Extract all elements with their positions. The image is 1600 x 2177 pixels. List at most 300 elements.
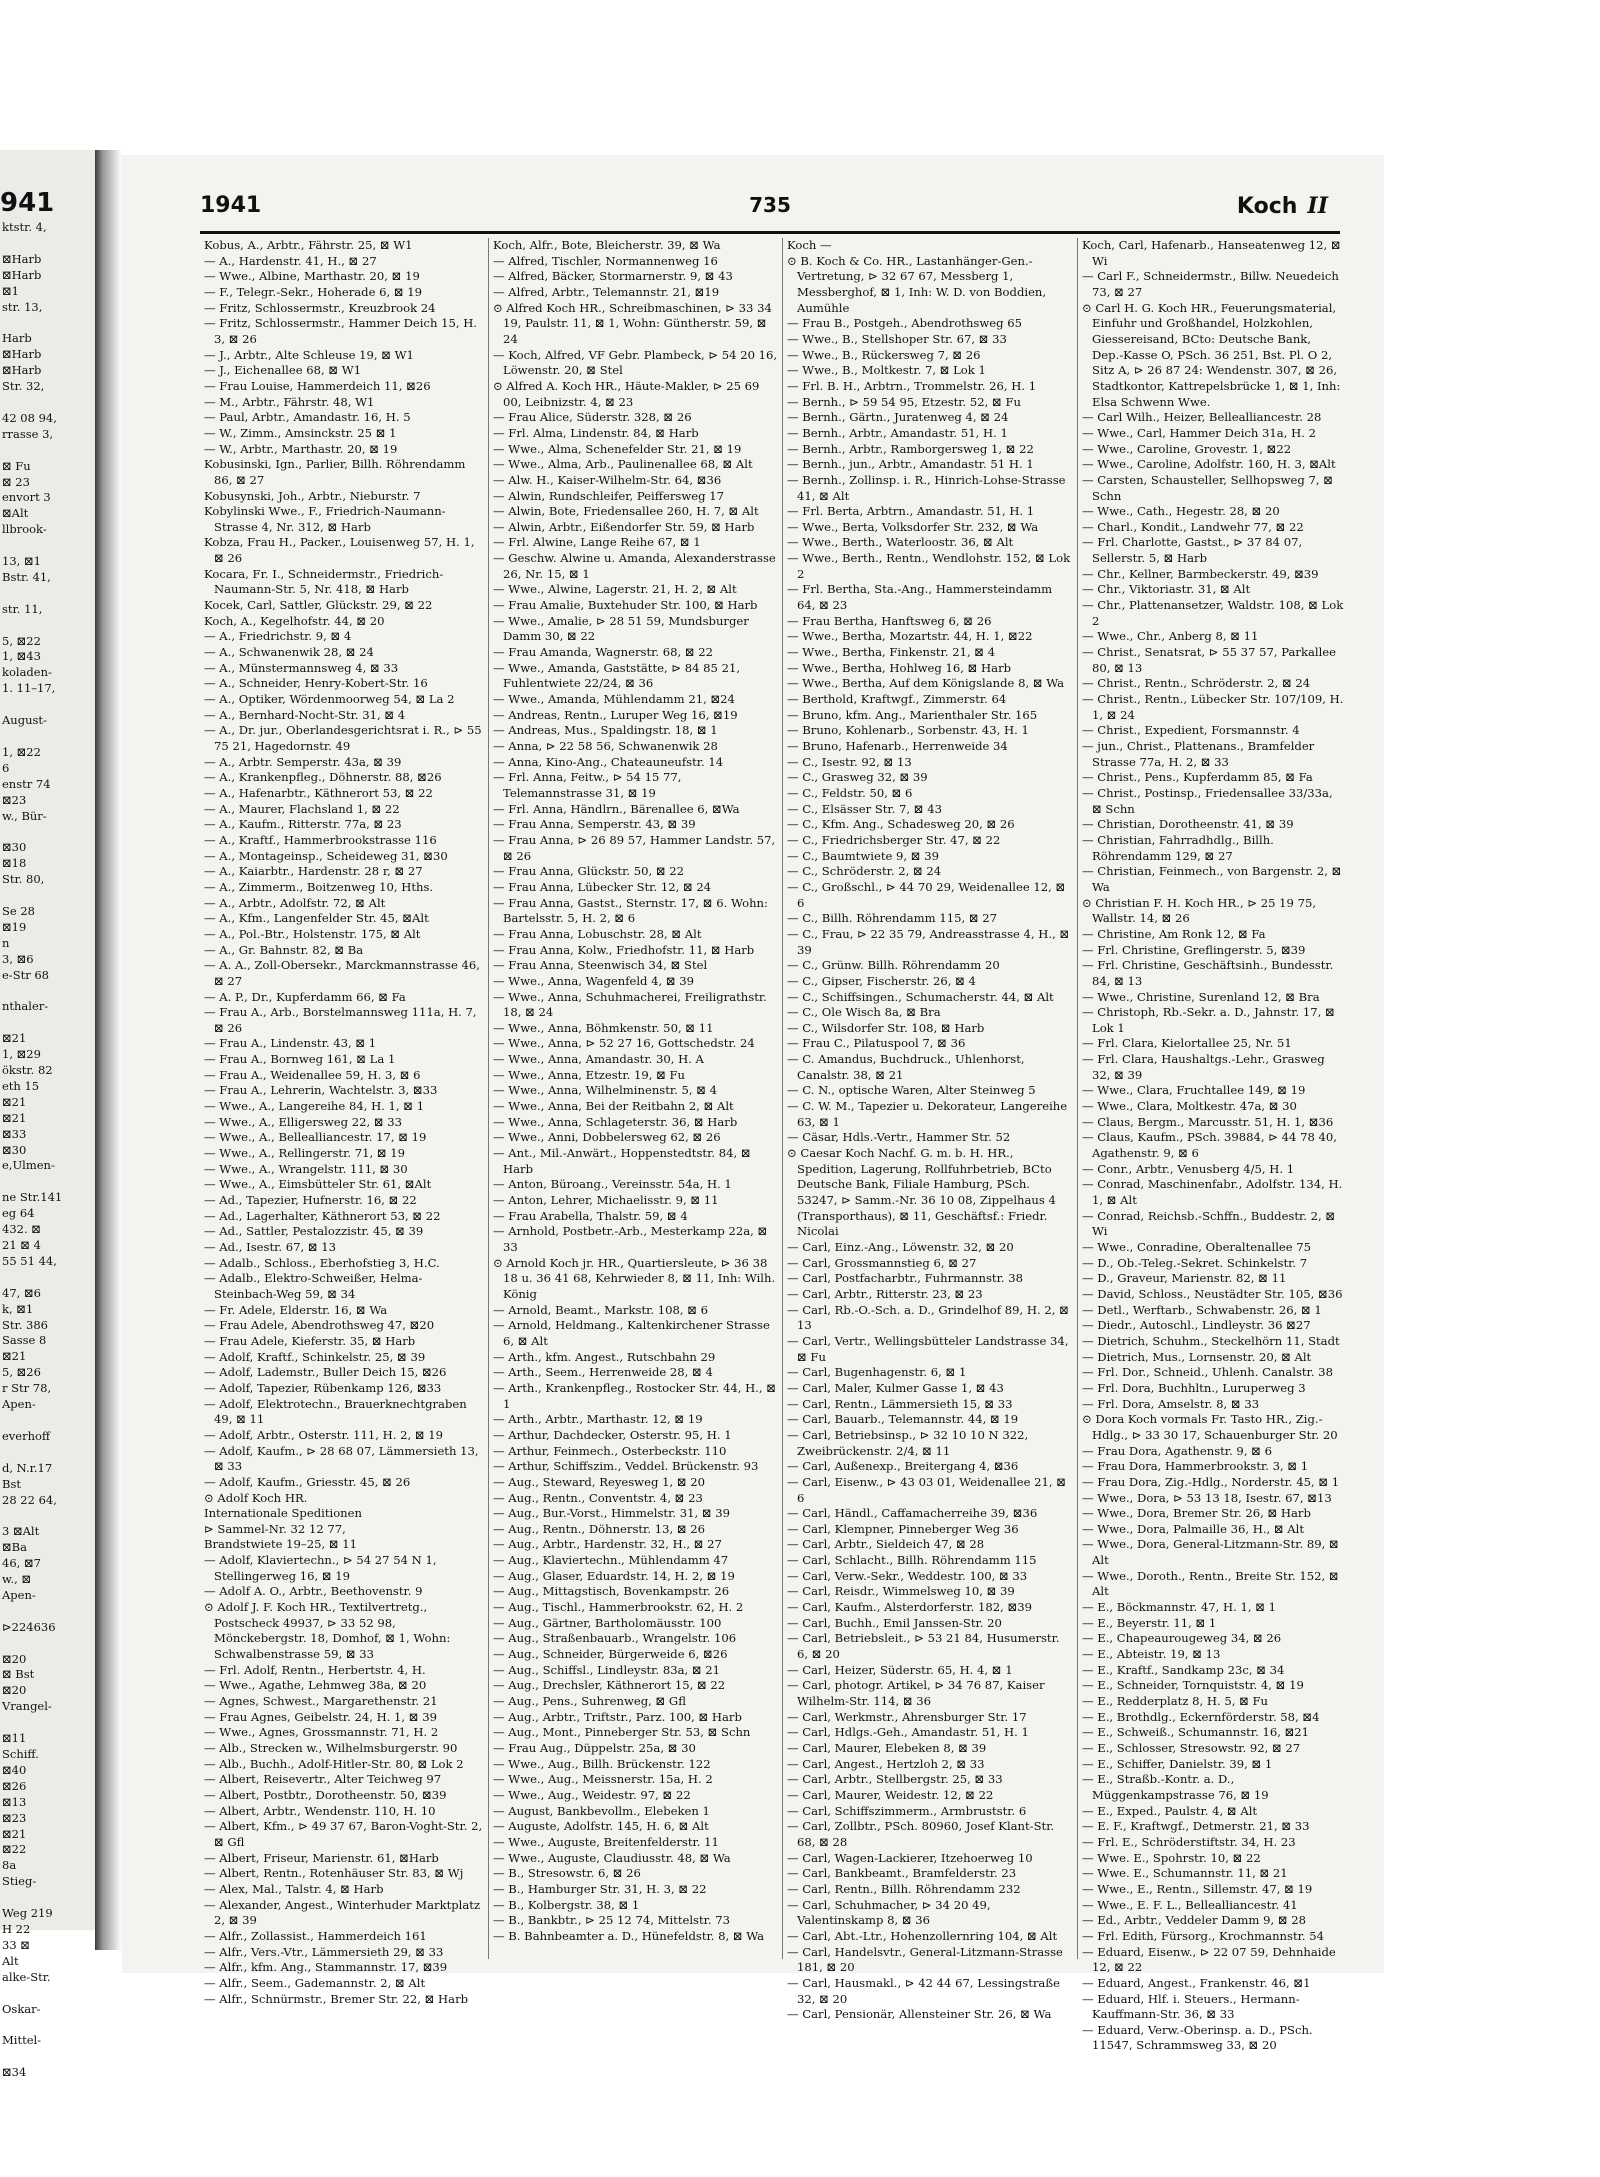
previous-page-fragment-line: ⊠23 bbox=[2, 1810, 27, 1825]
directory-entry: — C., Friedrichsberger Str. 47, ⊠ 22 bbox=[787, 832, 1001, 847]
directory-entry: — Frl. Berta, Arbtrn., Amandastr. 51, H. 1 bbox=[787, 504, 1035, 519]
directory-entry: — Wwe., Amanda, Gaststätte, ⊳ 84 85 21, Fuhlentwiete 22/24, ⊠ 36 bbox=[493, 660, 741, 691]
directory-entry: — Wwe., E. F. L., Bellealliancestr. 41 bbox=[1082, 1897, 1298, 1912]
directory-entry: — Ad., Lagerhalter, Käthnerort 53, ⊠ 22 bbox=[204, 1208, 441, 1223]
directory-entry: — Eduard, Eisenw., ⊳ 22 07 59, Dehnhaide 12, ⊠ 22 bbox=[1082, 1944, 1336, 1975]
directory-entry: — Christian, Fahrradhdlg., Billh. Röhrendamm 129, ⊠ 27 bbox=[1082, 832, 1274, 863]
directory-entry: — Fritz, Schlossermstr., Kreuzbrook 24 bbox=[204, 300, 436, 315]
previous-page-fragment-line: August- bbox=[2, 713, 47, 728]
directory-entry: — Frl. Christine, Geschäftsinh., Bundesstr. 84, ⊠ 13 bbox=[1082, 958, 1334, 988]
previous-page-fragment-line: ⊠21 bbox=[2, 1826, 27, 1841]
directory-entry: — Arnold, Heldmang., Kaltenkirchener Strasse 6, ⊠ Alt bbox=[493, 1318, 770, 1348]
directory-entry: — A., Münstermannsweg 4, ⊠ 33 bbox=[204, 660, 399, 675]
directory-entry: — Wwe., Clara, Fruchtallee 149, ⊠ 19 bbox=[1082, 1083, 1306, 1098]
directory-entry: — Frl. Alwine, Lange Reihe 67, ⊠ 1 bbox=[493, 535, 701, 550]
previous-page-fragment-line: e-Str 68 bbox=[2, 967, 49, 982]
book-gutter bbox=[95, 150, 122, 1950]
directory-entry: — Adolf, Lademstr., Buller Deich 15, ⊠26 bbox=[204, 1365, 447, 1380]
directory-entry: — Carsten, Schausteller, Sellhopsweg 7, ⊠ Schn bbox=[1082, 472, 1333, 503]
directory-entry: — Aug., Glaser, Eduardstr. 14, H. 2, ⊠ 19 bbox=[493, 1568, 735, 1583]
directory-entry: — Auguste, Adolfstr. 145, H. 6, ⊠ Alt bbox=[493, 1819, 709, 1834]
directory-columns bbox=[200, 238, 1344, 2053]
directory-entry: — A., Pol.-Btr., Holstenstr. 175, ⊠ Alt bbox=[204, 926, 421, 941]
directory-entry: — Wwe., Auguste, Breitenfelderstr. 11 bbox=[493, 1834, 719, 1849]
header-page-number: 735 bbox=[749, 193, 791, 217]
directory-entry: — Bernh., Gärtn., Juratenweg 4, ⊠ 24 bbox=[787, 410, 1009, 425]
directory-entry: — B. Bahnbeamter a. D., Hünefeldstr. 8, ⊠ Wa bbox=[493, 1928, 765, 1943]
directory-entry: — Carl, Buchh., Emil Janssen-Str. 20 bbox=[787, 1615, 1002, 1630]
directory-entry: — Bernh., Arbtr., Amandastr. 51, H. 1 bbox=[787, 425, 1008, 440]
previous-page-fragment-line: w., ⊠ bbox=[2, 1572, 32, 1587]
directory-entry: — Wwe., Dora, Palmaille 36, H., ⊠ Alt bbox=[1082, 1521, 1305, 1536]
directory-entry: Kobus, A., Arbtr., Fährstr. 25, ⊠ W1 bbox=[204, 238, 413, 252]
previous-page-number: 941 bbox=[0, 188, 55, 218]
previous-page-fragment-line bbox=[0, 888, 95, 904]
directory-entry: — Wwe., Agnes, Grossmannstr. 71, H. 2 bbox=[204, 1725, 439, 1740]
column-3 bbox=[783, 238, 1078, 2022]
previous-page-fragment-line: ⊠18 bbox=[2, 856, 27, 871]
directory-entry: — Ad., Sattler, Pestalozzistr. 45, ⊠ 39 bbox=[204, 1224, 424, 1239]
directory-entry: — Anna, ⊳ 22 58 56, Schwanenwik 28 bbox=[493, 739, 718, 753]
previous-page-fragment-line: ⊠20 bbox=[2, 1683, 27, 1698]
directory-entry: — Eduard, Verw.-Oberinsp. a. D., PSch. 11547, Schrammsweg 33, ⊠ 20 bbox=[1082, 2022, 1313, 2053]
directory-entry: — C. N., optische Waren, Alter Steinweg 5 bbox=[787, 1083, 1036, 1098]
directory-entry: — Frl. Bertha, Sta.-Ang., Hammersteindamm 64, ⊠ 23 bbox=[787, 582, 1053, 613]
directory-entry: — Wwe., Aug., Weidestr. 97, ⊠ 22 bbox=[493, 1787, 691, 1802]
previous-page-fragment-line: 432. ⊠ bbox=[2, 1222, 41, 1237]
directory-page bbox=[122, 155, 1384, 2053]
directory-entry: — Wwe., Anna, Wagenfeld 4, ⊠ 39 bbox=[493, 973, 695, 988]
directory-entry: — A., Kaufm., Ritterstr. 77a, ⊠ 23 bbox=[204, 817, 402, 832]
previous-page-fragment-line bbox=[0, 697, 95, 713]
previous-page-fragment-line: nthaler- bbox=[2, 999, 49, 1014]
directory-entry: — Wwe., B., Rückersweg 7, ⊠ 26 bbox=[787, 347, 981, 362]
directory-entry: — Carl, Handelsvtr., General-Litzmann-Strasse 181, ⊠ 20 bbox=[787, 1944, 1063, 1975]
previous-page-fragment-line: ⊠33 bbox=[2, 1126, 27, 1141]
previous-page-fragment-line: 42 08 94, bbox=[2, 410, 57, 425]
previous-page-fragment-line: str. 11, bbox=[2, 601, 43, 616]
previous-page-fragment-line bbox=[0, 1270, 95, 1286]
directory-entry: — Albert, Rentn., Rotenhäuser Str. 83, ⊠ Wj bbox=[204, 1866, 464, 1881]
directory-entry: — A., Hardenstr. 41, H., ⊠ 27 bbox=[204, 253, 377, 268]
directory-entry: — Wwe., Anna, Böhmkenstr. 50, ⊠ 11 bbox=[493, 1020, 714, 1035]
directory-entry: — C., Gipser, Fischerstr. 26, ⊠ 4 bbox=[787, 973, 976, 988]
previous-page-fragment-line: 28 22 64, bbox=[2, 1492, 57, 1507]
directory-entry: — Frl. Christine, Greflingerstr. 5, ⊠39 bbox=[1082, 942, 1306, 957]
directory-entry: — Anna, Kino-Ang., Chateauneufstr. 14 bbox=[493, 754, 724, 769]
directory-entry: — E., Schlosser, Stresowstr. 92, ⊠ 27 bbox=[1082, 1741, 1301, 1755]
directory-entry: — Carl, Klempner, Pinneberger Weg 36 bbox=[787, 1521, 1019, 1536]
previous-page-fragment-line: Stieg- bbox=[2, 1874, 37, 1889]
directory-entry: — Frl. Adolf, Rentn., Herbertstr. 4, H. bbox=[204, 1662, 426, 1677]
previous-page-fragment-line: Apen- bbox=[2, 1587, 36, 1602]
directory-entry: — Ad., Isestr. 67, ⊠ 13 bbox=[204, 1240, 337, 1254]
directory-entry: — Andreas, Rentn., Luruper Weg 16, ⊠19 bbox=[493, 707, 738, 722]
directory-entry: — Frau Dora, Zig.-Hdlg., Norderstr. 45, ⊠ 1 bbox=[1082, 1474, 1340, 1489]
directory-entry: — Cäsar, Hdls.-Vertr., Hammer Str. 52 bbox=[787, 1130, 1011, 1145]
directory-entry: — E., Schweiß., Schumannstr. 16, ⊠21 bbox=[1082, 1725, 1310, 1740]
directory-entry: — Aug., Straßenbauarb., Wrangelstr. 106 bbox=[493, 1631, 737, 1646]
previous-page-fragment-line bbox=[0, 586, 95, 602]
previous-page-fragment-line: ⊠30 bbox=[2, 1142, 27, 1157]
directory-entry: — Claus, Bergm., Marcusstr. 51, H. 1, ⊠36 bbox=[1082, 1114, 1334, 1129]
directory-entry: — Eduard, Hlf. i. Steuers., Hermann-Kauffmann-Str. 36, ⊠ 33 bbox=[1082, 1991, 1300, 2022]
previous-page-fragment-line: ktstr. 4, bbox=[2, 220, 47, 234]
directory-entry: — Carl, Rentn., Billh. Röhrendamm 232 bbox=[787, 1881, 1021, 1896]
previous-page-fragment-line: Str. 80, bbox=[2, 872, 45, 887]
directory-entry: Brandstwiete 19–25, ⊠ 11 bbox=[204, 1537, 357, 1552]
directory-entry: — Frau A., Lehrerin, Wachtelstr. 3, ⊠33 bbox=[204, 1083, 438, 1098]
directory-entry: — Carl, Kaufm., Alsterdorferstr. 182, ⊠39 bbox=[787, 1600, 1033, 1615]
directory-entry: — Carl, Hausmakl., ⊳ 42 44 67, Lessingstraße 32, ⊠ 20 bbox=[787, 1975, 1060, 2006]
directory-entry: — jun., Christ., Plattenans., Bramfelder Strasse 77a, H. 2, ⊠ 33 bbox=[1082, 739, 1315, 769]
directory-entry: — Alw. H., Kaiser-Wilhelm-Str. 64, ⊠36 bbox=[493, 472, 722, 487]
directory-entry: — Frau Dora, Agathenstr. 9, ⊠ 6 bbox=[1082, 1443, 1272, 1458]
directory-entry: — Wwe., A., Elligersweg 22, ⊠ 33 bbox=[204, 1114, 402, 1129]
previous-page-fragment-line: ⊠22 bbox=[2, 1842, 27, 1857]
directory-entry: Koch, Carl, Hafenarb., Hanseatenweg 12, ⊠ Wi bbox=[1082, 238, 1341, 268]
directory-entry: — A., Krankenpfleg., Döhnerstr. 88, ⊠26 bbox=[204, 770, 442, 785]
directory-entry: — Wwe., Dora, General-Litzmann-Str. 89, ⊠ Alt bbox=[1082, 1537, 1339, 1568]
previous-page-fragment-line: ökstr. 82 bbox=[2, 1063, 53, 1078]
previous-page-fragment-line: Harb bbox=[2, 331, 32, 346]
directory-entry: — Wwe., Cath., Hegestr. 28, ⊠ 20 bbox=[1082, 504, 1280, 519]
directory-entry: — Frl. Charlotte, Gastst., ⊳ 37 84 07, Sellerstr. 5, ⊠ Harb bbox=[1082, 535, 1303, 566]
directory-entry: — Aug., Mont., Pinneberger Str. 53, ⊠ Schn bbox=[493, 1725, 751, 1740]
directory-entry: — D., Ob.-Teleg.-Sekret. Schinkelstr. 7 bbox=[1082, 1255, 1308, 1270]
previous-page-fragment-line: e,Ulmen- bbox=[2, 1158, 55, 1173]
directory-entry: — C., Feldstr. 50, ⊠ 6 bbox=[787, 785, 913, 800]
directory-entry: — Aug., Rentn., Conventstr. 4, ⊠ 23 bbox=[493, 1490, 703, 1505]
directory-entry: — A., Friedrichstr. 9, ⊠ 4 bbox=[204, 629, 352, 644]
directory-entry: Koch, Alfr., Bote, Bleicherstr. 39, ⊠ Wa bbox=[493, 238, 721, 252]
previous-page-fragment-line bbox=[0, 236, 95, 252]
previous-page-fragment-line: Apen- bbox=[2, 1397, 36, 1412]
directory-entry: — Wwe., Anna, Bei der Reitbahn 2, ⊠ Alt bbox=[493, 1099, 734, 1114]
previous-page-fragment-line: ⊠19 bbox=[2, 919, 27, 934]
directory-entry: — Wwe., Caroline, Adolfstr. 160, H. 3, ⊠Alt bbox=[1082, 457, 1336, 472]
directory-entry: — E., Beyerstr. 11, ⊠ 1 bbox=[1082, 1615, 1217, 1630]
previous-page-fragment-line bbox=[0, 1604, 95, 1620]
directory-entry: — B., Hamburger Str. 31, H. 3, ⊠ 22 bbox=[493, 1881, 707, 1896]
directory-entry: ⊳ Sammel-Nr. 32 12 77, bbox=[204, 1521, 346, 1536]
directory-entry: — Alfr., Schnürmstr., Bremer Str. 22, ⊠ Harb bbox=[204, 1991, 469, 2006]
previous-page-fragment-line: everhoff bbox=[2, 1428, 51, 1443]
directory-entry: — C. Amandus, Buchdruck., Uhlenhorst, Canalstr. 38, ⊠ 21 bbox=[787, 1052, 1025, 1082]
previous-page-fragment-line: rrasse 3, bbox=[2, 426, 54, 441]
directory-entry: — A., Bernhard-Nocht-Str. 31, ⊠ 4 bbox=[204, 707, 406, 722]
directory-entry: — Carl, Reisdr., Wimmelsweg 10, ⊠ 39 bbox=[787, 1584, 1015, 1599]
previous-page-fragment-line bbox=[0, 984, 95, 1000]
directory-entry: — Wwe., B., Stellshoper Str. 67, ⊠ 33 bbox=[787, 331, 1007, 346]
previous-page-fragment-line: ⊠21 bbox=[2, 1349, 27, 1364]
previous-page-fragment-line bbox=[0, 1890, 95, 1906]
directory-entry: — C., Frau, ⊳ 22 35 79, Andreasstrasse 4, H., ⊠ 39 bbox=[787, 926, 1070, 957]
directory-entry: — A., Maurer, Flachsland 1, ⊠ 22 bbox=[204, 801, 400, 816]
directory-entry: — Wwe., Anna, Schlageterstr. 36, ⊠ Harb bbox=[493, 1114, 738, 1129]
directory-entry: — Alwin, Rundschleifer, Peiffersweg 17 bbox=[493, 488, 724, 503]
directory-entry: — Frau A., Bornweg 161, ⊠ La 1 bbox=[204, 1052, 396, 1067]
directory-entry: — Alb., Strecken w., Wilhelmsburgerstr. 90 bbox=[204, 1741, 458, 1755]
directory-entry: — Christ., Expedient, Forsmannstr. 4 bbox=[1082, 723, 1300, 738]
previous-page-fragment-line: ⊠ 23 bbox=[2, 474, 30, 489]
directory-entry: — Adolf A. O., Arbtr., Beethovenstr. 9 bbox=[204, 1584, 423, 1599]
previous-page-fragment-line: 1, ⊠29 bbox=[2, 1047, 41, 1062]
directory-entry: — Wwe., Bertha, Mozartstr. 44, H. 1, ⊠22 bbox=[787, 629, 1033, 644]
previous-page-fragment-line bbox=[0, 538, 95, 554]
firm-listing-entry: ⊙ Alfred A. Koch HR., Häute-Makler, ⊳ 25 69 00, Leibnizstr. 4, ⊠ 23 bbox=[493, 378, 760, 409]
directory-entry: — E., Böckmannstr. 47, H. 1, ⊠ 1 bbox=[1082, 1600, 1277, 1615]
directory-entry: — Christoph, Rb.-Sekr. a. D., Jahnstr. 17, ⊠ Lok 1 bbox=[1082, 1005, 1335, 1035]
directory-entry: — Paul, Arbtr., Amandastr. 16, H. 5 bbox=[204, 410, 411, 425]
previous-page-fragment-line: ⊠13 bbox=[2, 1794, 27, 1809]
previous-page-fragment-line: koladen- bbox=[2, 665, 52, 680]
directory-entry: — Koch, Alfred, VF Gebr. Plambeck, ⊳ 54 20 16, Löwenstr. 20, ⊠ Stel bbox=[493, 347, 778, 378]
previous-page-fragment-line: str. 13, bbox=[2, 299, 43, 314]
previous-page-fragment-line: r Str 78, bbox=[2, 1381, 52, 1396]
directory-entry: — C., Grünw. Billh. Röhrendamm 20 bbox=[787, 958, 1000, 973]
directory-entry: — Christ., Rentn., Schröderstr. 2, ⊠ 24 bbox=[1082, 676, 1311, 691]
directory-entry: — Aug., Arbtr., Triftstr., Parz. 100, ⊠ Harb bbox=[493, 1709, 742, 1724]
directory-entry: — Carl, Verw.-Sekr., Weddestr. 100, ⊠ 33 bbox=[787, 1568, 1028, 1583]
directory-entry: — Christ., Rentn., Lübecker Str. 107/109, H. 1, ⊠ 24 bbox=[1082, 692, 1344, 722]
directory-entry: — Carl, photogr. Artikel, ⊳ 34 76 87, Kaiser Wilhelm-Str. 114, ⊠ 36 bbox=[787, 1678, 1045, 1709]
previous-page-fragment-line: enstr 74 bbox=[2, 776, 51, 791]
directory-entry: — Frau Adele, Kieferstr. 35, ⊠ Harb bbox=[204, 1333, 416, 1348]
directory-entry: — C., Schiffsingen., Schumacherstr. 44, ⊠ Alt bbox=[787, 989, 1054, 1004]
directory-entry: — Wwe., Anna, Amandastr. 30, H. A bbox=[493, 1052, 704, 1067]
directory-entry: — Aug., Schiffsl., Lindleystr. 83a, ⊠ 21 bbox=[493, 1662, 721, 1677]
directory-entry: — M., Arbtr., Fährstr. 48, W1 bbox=[204, 394, 375, 409]
directory-entry: — Wwe., Aug., Meissnerstr. 15a, H. 2 bbox=[493, 1772, 713, 1787]
directory-entry: — Christ., Senatsrat, ⊳ 55 37 57, Parkallee 80, ⊠ 13 bbox=[1082, 645, 1337, 675]
directory-entry: — Wwe., Albine, Marthastr. 20, ⊠ 19 bbox=[204, 269, 420, 284]
directory-entry: — Wwe., Amalie, ⊳ 28 51 59, Mundsburger Damm 30, ⊠ 22 bbox=[493, 613, 749, 644]
directory-entry: Kocek, Carl, Sattler, Glückstr. 29, ⊠ 22 bbox=[204, 598, 433, 613]
directory-entry: — Frau C., Pilatuspool 7, ⊠ 36 bbox=[787, 1036, 966, 1051]
previous-page-fragment-line: ⊠Harb bbox=[2, 267, 42, 282]
directory-entry: — August, Bankbevollm., Elebeken 1 bbox=[493, 1803, 710, 1818]
firm-listing-entry: ⊙ Dora Koch vormals Fr. Tasto HR., Zig.-Hdlg., ⊳ 33 30 17, Schauenburger Str. 20 bbox=[1082, 1412, 1338, 1442]
directory-entry: — Wwe. E., Schumannstr. 11, ⊠ 21 bbox=[1082, 1866, 1288, 1881]
directory-entry: — Frau Anna, Kolw., Friedhofstr. 11, ⊠ Harb bbox=[493, 942, 755, 957]
directory-entry: — J., Arbtr., Alte Schleuse 19, ⊠ W1 bbox=[204, 347, 414, 362]
previous-page-fragment-line: Oskar- bbox=[2, 2001, 41, 2016]
directory-entry: — B., Stresowstr. 6, ⊠ 26 bbox=[493, 1866, 641, 1881]
previous-page-fragment-line: ⊠26 bbox=[2, 1778, 27, 1793]
directory-entry: — Wwe., Berta, Volksdorfer Str. 232, ⊠ Wa bbox=[787, 519, 1039, 534]
directory-entry: — Arthur, Dachdecker, Osterstr. 95, H. 1 bbox=[493, 1427, 732, 1442]
directory-entry: — A., Zimmerm., Boitzenweg 10, Hths. bbox=[204, 879, 434, 894]
directory-entry: — E. F., Kraftwgf., Detmerstr. 21, ⊠ 33 bbox=[1082, 1819, 1310, 1834]
directory-entry: — Andreas, Mus., Spaldingstr. 18, ⊠ 1 bbox=[493, 723, 718, 738]
previous-page-fragment-line bbox=[0, 315, 95, 331]
running-head-name: Koch bbox=[1236, 194, 1298, 219]
directory-entry: — Carl, Schiffszimmerm., Armbruststr. 6 bbox=[787, 1803, 1027, 1818]
directory-entry: — Frau Aug., Düppelstr. 25a, ⊠ 30 bbox=[493, 1741, 696, 1755]
directory-entry: — Wwe., B., Moltkestr. 7, ⊠ Lok 1 bbox=[787, 363, 986, 378]
column-2 bbox=[489, 238, 783, 1959]
directory-entry: — Carl, Heizer, Süderstr. 65, H. 4, ⊠ 1 bbox=[787, 1662, 1013, 1677]
directory-entry: — Dietrich, Schuhm., Steckelhörn 11, Stadt bbox=[1082, 1333, 1340, 1348]
previous-page-fragment-line: ⊠ Fu bbox=[2, 458, 31, 473]
previous-page-fragment-line: envort 3 bbox=[2, 490, 51, 505]
directory-entry: — Bernh., Arbtr., Ramborgersweg 1, ⊠ 22 bbox=[787, 441, 1034, 456]
directory-entry: — Christ., Pens., Kupferdamm 85, ⊠ Fa bbox=[1082, 770, 1313, 785]
directory-entry: — W., Arbtr., Marthastr. 20, ⊠ 19 bbox=[204, 441, 398, 456]
directory-entry: — Carl, Pensionär, Allensteiner Str. 26, ⊠ Wa bbox=[787, 2007, 1052, 2022]
directory-entry: — Carl, Eisenw., ⊳ 43 03 01, Weidenallee 21, ⊠ 6 bbox=[787, 1474, 1066, 1505]
previous-page-fragment-line: 33 ⊠ bbox=[2, 1937, 30, 1952]
previous-page-fragment-line bbox=[0, 1174, 95, 1190]
previous-page-fragment-line: k, ⊠1 bbox=[2, 1301, 34, 1316]
firm-listing-entry: ⊙ Caesar Koch Nachf. G. m. b. H. HR., Spedition, Lagerung, Rollfuhrbetrieb, BCto Deutsche Bank, Filiale Hamburg, PSch. 53247, ⊳ Samm.-Nr. 36 10 08, Zippelhaus 4 (Transporthaus), ⊠ 11, Geschäftsf.: Friedr. Nicolai bbox=[787, 1146, 1056, 1239]
directory-entry: — Charl., Kondit., Landwehr 77, ⊠ 22 bbox=[1082, 519, 1304, 534]
directory-entry: — Adolf, Arbtr., Osterstr. 111, H. 2, ⊠ 19 bbox=[204, 1427, 443, 1442]
directory-entry: — Wwe., Dora, Bremer Str. 26, ⊠ Harb bbox=[1082, 1506, 1311, 1521]
previous-page-fragment-line bbox=[0, 1015, 95, 1031]
previous-page-fragment-line: ⊠11 bbox=[2, 1731, 27, 1746]
previous-page-fragment-line: 21 ⊠ 4 bbox=[2, 1238, 41, 1252]
firm-listing-entry: ⊙ Adolf Koch HR. bbox=[204, 1490, 308, 1505]
previous-page-fragment-line bbox=[0, 729, 95, 745]
previous-page-fragment-line: n bbox=[2, 935, 10, 950]
directory-entry: — Aug., Schneider, Bürgerweide 6, ⊠26 bbox=[493, 1647, 728, 1662]
column-4 bbox=[1078, 238, 1348, 2053]
directory-entry: — Carl, Maler, Kulmer Gasse 1, ⊠ 43 bbox=[787, 1380, 1004, 1395]
directory-entry: — Adolf, Elektrotechn., Brauerknechtgraben 49, ⊠ 11 bbox=[204, 1396, 467, 1427]
directory-entry: — A., Schwanenwik 28, ⊠ 24 bbox=[204, 645, 374, 660]
directory-entry: — C., Baumtwiete 9, ⊠ 39 bbox=[787, 848, 939, 863]
directory-entry: — Wwe., Berth., Waterloostr. 36, ⊠ Alt bbox=[787, 535, 1014, 550]
directory-entry: — E., Schiffer, Danielstr. 39, ⊠ 1 bbox=[1082, 1756, 1273, 1771]
previous-page-fragment-line: 55 51 44, bbox=[2, 1253, 57, 1268]
previous-page-fragment-line: d, N.r.17 bbox=[2, 1460, 53, 1475]
directory-entry: — Frau Anna, Lobuschstr. 28, ⊠ Alt bbox=[493, 926, 702, 941]
directory-entry: — Alfred, Arbtr., Telemannstr. 21, ⊠19 bbox=[493, 284, 720, 299]
directory-entry: — Carl, Außenexp., Breitergang 4, ⊠36 bbox=[787, 1459, 1019, 1474]
directory-entry: — Conrad, Reichsb.-Schffn., Buddestr. 2, ⊠ Wi bbox=[1082, 1208, 1336, 1239]
directory-entry: — Diedr., Autoschl., Lindleystr. 36 ⊠27 bbox=[1082, 1318, 1311, 1333]
directory-entry: — Chr., Kellner, Barmbeckerstr. 49, ⊠39 bbox=[1082, 566, 1319, 581]
previous-page-fragment-line: Str. 32, bbox=[2, 379, 45, 394]
directory-entry: — E., Brothdlg., Eckernförderstr. 58, ⊠4 bbox=[1082, 1709, 1320, 1724]
directory-entry: — Adolf, Klaviertechn., ⊳ 54 27 54 N 1, Stellingerweg 16, ⊠ 19 bbox=[204, 1553, 437, 1583]
previous-page-fragment-line: Se 28 bbox=[2, 903, 35, 918]
directory-entry: — Aug., Pens., Suhrenweg, ⊠ Gfl bbox=[493, 1694, 686, 1709]
directory-entry: — Wwe. E., Spohrstr. 10, ⊠ 22 bbox=[1082, 1850, 1261, 1865]
previous-page-fragment-line: ⊳224636 bbox=[2, 1619, 56, 1634]
previous-page-fragment bbox=[0, 150, 97, 2080]
directory-entry: — Alfr., Seem., Gademannstr. 2, ⊠ Alt bbox=[204, 1975, 426, 1990]
previous-page-fragment-line: Bstr. 41, bbox=[2, 569, 51, 584]
directory-entry: — Wwe., Dora, ⊳ 53 13 18, Isestr. 67, ⊠13 bbox=[1082, 1490, 1332, 1505]
previous-page-fragment-line: ⊠Harb bbox=[2, 347, 42, 362]
previous-page-fragment-line: ⊠20 bbox=[2, 1651, 27, 1666]
directory-entry: Koch, A., Kegelhofstr. 44, ⊠ 20 bbox=[204, 613, 385, 628]
directory-entry: — Wwe., Anni, Dobbelersweg 62, ⊠ 26 bbox=[493, 1130, 721, 1145]
directory-entry: — Frl. Dor., Schneid., Uhlenh. Canalstr. 38 bbox=[1082, 1365, 1333, 1380]
previous-page-fragment-line: Alt bbox=[2, 1953, 19, 1968]
directory-entry: — Wwe., Caroline, Grovestr. 1, ⊠22 bbox=[1082, 441, 1292, 456]
directory-entry: — Frau Amalie, Buxtehuder Str. 100, ⊠ Harb bbox=[493, 598, 758, 613]
previous-page-fragment-line bbox=[0, 1986, 95, 2002]
directory-entry: — Alb., Buchh., Adolf-Hitler-Str. 80, ⊠ Lok 2 bbox=[204, 1756, 464, 1771]
directory-entry: — Carl, Arbtr., Ritterstr. 23, ⊠ 23 bbox=[787, 1286, 983, 1301]
directory-entry: — Carl, Hdlgs.-Geh., Amandastr. 51, H. 1 bbox=[787, 1725, 1029, 1740]
directory-entry: — Arnold, Beamt., Markstr. 108, ⊠ 6 bbox=[493, 1302, 709, 1317]
column-1 bbox=[200, 238, 489, 2006]
directory-entry: — Anton, Büroang., Vereinsstr. 54a, H. 1 bbox=[493, 1177, 732, 1192]
firm-listing-entry: ⊙ Carl H. G. Koch HR., Feuerungsmaterial, Einfuhr und Großhandel, Holzkohlen, Giessereisand, BCto: Deutsche Bank, Dep.-Kasse O, PSch. 36 251, Bst. Pl. O 2, Sitz A, ⊳ 26 87 24: Wendenstr. 307, ⊠ 26, Stadtkontor, Kattrepelsbrücke 1, ⊠ 1, Inh: Elsa Schwenn Wwe. bbox=[1082, 300, 1341, 409]
directory-entry: — C. W. M., Tapezier u. Dekorateur, Langereihe 63, ⊠ 1 bbox=[787, 1099, 1068, 1129]
directory-entry: — Frau Anna, Semperstr. 43, ⊠ 39 bbox=[493, 817, 696, 832]
directory-entry: — Bruno, Hafenarb., Herrenweide 34 bbox=[787, 739, 1008, 753]
previous-page-fragment-line: 5, ⊠22 bbox=[2, 633, 41, 648]
directory-entry: — Ant., Mil.-Anwärt., Hoppenstedtstr. 84, ⊠ Harb bbox=[493, 1146, 751, 1176]
directory-entry: — A., Arbtr. Semperstr. 43a, ⊠ 39 bbox=[204, 754, 402, 769]
directory-entry: — Frl. Anna, Feitw., ⊳ 54 15 77, Telemannstrasse 31, ⊠ 19 bbox=[493, 770, 682, 800]
directory-entry: — W., Zimm., Amsinckstr. 25 ⊠ 1 bbox=[204, 425, 397, 440]
directory-entry: — Adolf, Kaufm., ⊳ 28 68 07, Lämmersieth 13, ⊠ 33 bbox=[204, 1443, 479, 1474]
directory-entry: — Alfred, Tischler, Normannenweg 16 bbox=[493, 253, 718, 268]
directory-entry: — Frau B., Postgeh., Abendrothsweg 65 bbox=[787, 316, 1023, 331]
directory-entry: Kocara, Fr. I., Schneidermstr., Friedrich-Naumann-Str. 5, Nr. 418, ⊠ Harb bbox=[204, 566, 444, 597]
directory-entry: — Aug., Drechsler, Käthnerort 15, ⊠ 22 bbox=[493, 1678, 726, 1693]
directory-entry: — Christian, Feinmech., von Bargenstr. 2, ⊠ Wa bbox=[1082, 864, 1342, 894]
firm-listing-entry: ⊙ Alfred Koch HR., Schreibmaschinen, ⊳ 33 34 19, Paulstr. 11, ⊠ 1, Wohn: Güntherstr. 59, ⊠ 24 bbox=[493, 300, 772, 346]
directory-entry: — Alwin, Arbtr., Eißendorfer Str. 59, ⊠ Harb bbox=[493, 519, 755, 534]
directory-entry: — C., Kfm. Ang., Schadesweg 20, ⊠ 26 bbox=[787, 817, 1015, 832]
directory-entry: — E., Chapeaurougeweg 34, ⊠ 26 bbox=[1082, 1631, 1282, 1646]
directory-entry: — Alfr., Zollassist., Hammerdeich 161 bbox=[204, 1928, 427, 1943]
directory-entry: — Frau A., Lindenstr. 43, ⊠ 1 bbox=[204, 1036, 377, 1051]
directory-entry: — Albert, Friseur, Marienstr. 61, ⊠Harb bbox=[204, 1850, 439, 1865]
previous-page-fragment-line: 13, ⊠1 bbox=[2, 554, 41, 569]
directory-entry: — Frau Anna, Steenwisch 34, ⊠ Stel bbox=[493, 958, 708, 973]
directory-entry: — Arth., kfm. Angest., Rutschbahn 29 bbox=[493, 1349, 716, 1364]
directory-entry: — Frau Arabella, Thalstr. 59, ⊠ 4 bbox=[493, 1208, 688, 1223]
directory-entry: — Carl, Händl., Caffamacherreihe 39, ⊠36 bbox=[787, 1506, 1038, 1521]
directory-entry: — Arthur, Feinmech., Osterbeckstr. 110 bbox=[493, 1443, 727, 1458]
directory-entry: — Carl, Schuhmacher, ⊳ 34 20 49, Valentinskamp 8, ⊠ 36 bbox=[787, 1897, 991, 1928]
directory-entry: — Adolf, Kaufm., Griesstr. 45, ⊠ 26 bbox=[204, 1474, 411, 1489]
directory-entry: — Frau Anna, ⊳ 26 89 57, Hammer Landstr. 57, ⊠ 26 bbox=[493, 832, 776, 863]
directory-entry: — Albert, Postbtr., Dorotheenstr. 50, ⊠39 bbox=[204, 1787, 447, 1802]
directory-entry: — Carl Wilh., Heizer, Bellealliancestr. 28 bbox=[1082, 410, 1322, 425]
directory-entry: — Carl, Betriebsinsp., ⊳ 32 10 10 N 322, Zweibrückenstr. 2/4, ⊠ 11 bbox=[787, 1427, 1029, 1458]
previous-page-fragment-line bbox=[0, 1636, 95, 1652]
directory-entry: — Frau A., Arb., Borstelmannsweg 111a, H. 7, ⊠ 26 bbox=[204, 1005, 477, 1035]
directory-entry: — Carl, Schlacht., Billh. Röhrendamm 115 bbox=[787, 1553, 1037, 1568]
directory-entry: — A., Optiker, Wördenmoorweg 54, ⊠ La 2 bbox=[204, 692, 455, 707]
previous-page-fragment-line: eg 64 bbox=[2, 1206, 35, 1221]
directory-entry: — Claus, Kaufm., PSch. 39884, ⊳ 44 78 40, Agathenstr. 9, ⊠ 6 bbox=[1082, 1130, 1337, 1161]
previous-page-fragment-line: ⊠21 bbox=[2, 1094, 27, 1109]
directory-entry: — Adalb., Elektro-Schweißer, Helma-Steinbach-Weg 59, ⊠ 34 bbox=[204, 1271, 423, 1301]
directory-entry: — Bernh., jun., Arbtr., Amandastr. 51 H. 1 bbox=[787, 457, 1034, 472]
firm-listing-entry: ⊙ B. Koch & Co. HR., Lastanhänger-Gen.-Vertretung, ⊳ 32 67 67, Messberg 1, Messberghof, ⊠ 1, Inh: W. D. von Boddien, Aumühle bbox=[787, 253, 1047, 315]
directory-entry: — Aug., Mittagstisch, Bovenkampstr. 26 bbox=[493, 1584, 730, 1599]
previous-page-fragment-line: ⊠Alt bbox=[2, 506, 29, 521]
directory-entry: — Fritz, Schlossermstr., Hammer Deich 15, H. 3, ⊠ 26 bbox=[204, 316, 478, 346]
directory-entry: — B., Kolbergstr. 38, ⊠ 1 bbox=[493, 1897, 640, 1912]
directory-entry: — Carl, Arbtr., Stellbergstr. 25, ⊠ 33 bbox=[787, 1772, 1003, 1787]
directory-entry: — Dietrich, Mus., Lornsenstr. 20, ⊠ Alt bbox=[1082, 1349, 1312, 1364]
directory-entry: — A. A., Zoll-Obersekr., Marckmannstrasse 46, ⊠ 27 bbox=[204, 958, 480, 988]
directory-entry: — Chr., Viktoriastr. 31, ⊠ Alt bbox=[1082, 582, 1251, 597]
previous-page-fragment-line bbox=[0, 2049, 95, 2065]
